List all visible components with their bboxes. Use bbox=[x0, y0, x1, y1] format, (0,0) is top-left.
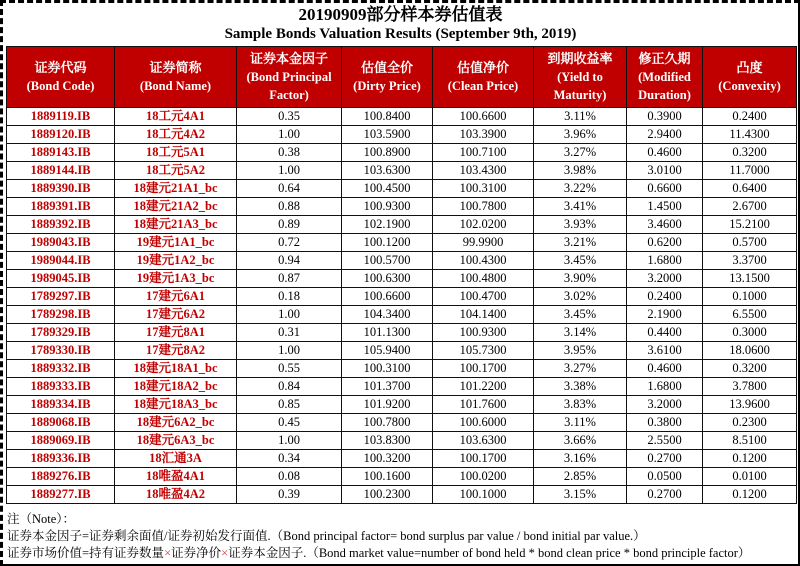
value-cell: 100.3100 bbox=[342, 360, 433, 378]
table-body bbox=[7, 108, 797, 504]
value-cell: 100.7100 bbox=[433, 144, 534, 162]
bond-code-cell: 1889390.IB bbox=[7, 180, 115, 198]
value-cell: 3.27% bbox=[534, 144, 627, 162]
bond-code-cell: 1889276.IB bbox=[7, 468, 115, 486]
value-cell: 13.1500 bbox=[703, 270, 797, 288]
bond-code-cell: 1889333.IB bbox=[7, 378, 115, 396]
value-cell: 0.08 bbox=[237, 468, 342, 486]
bond-code-cell: 1889068.IB bbox=[7, 414, 115, 432]
bond-name-cell: 19建元1A2_bc bbox=[115, 252, 237, 270]
table-row bbox=[7, 126, 797, 144]
value-cell: 3.93% bbox=[534, 216, 627, 234]
table-row bbox=[7, 162, 797, 180]
value-cell: 1.6800 bbox=[627, 378, 703, 396]
table-row bbox=[7, 360, 797, 378]
value-cell: 100.6000 bbox=[433, 414, 534, 432]
value-cell: 0.64 bbox=[237, 180, 342, 198]
table-row bbox=[7, 306, 797, 324]
value-cell: 103.6300 bbox=[342, 162, 433, 180]
table-row bbox=[7, 270, 797, 288]
bond-code-cell: 1789330.IB bbox=[7, 342, 115, 360]
bond-name-cell: 18建元18A3_bc bbox=[115, 396, 237, 414]
value-cell: 100.3100 bbox=[433, 180, 534, 198]
bond-code-cell: 1889069.IB bbox=[7, 432, 115, 450]
bond-code-cell: 1789297.IB bbox=[7, 288, 115, 306]
value-cell: 101.9200 bbox=[342, 396, 433, 414]
table-row bbox=[7, 198, 797, 216]
value-cell: 3.66% bbox=[534, 432, 627, 450]
bond-name-cell: 17建元6A1 bbox=[115, 288, 237, 306]
value-cell: 0.31 bbox=[237, 324, 342, 342]
value-cell: 100.4300 bbox=[433, 252, 534, 270]
note-line-principal-factor bbox=[7, 528, 798, 545]
table-row bbox=[7, 432, 797, 450]
value-cell: 0.1200 bbox=[703, 486, 797, 504]
value-cell: 100.8400 bbox=[342, 108, 433, 126]
value-cell: 0.55 bbox=[237, 360, 342, 378]
value-cell: 0.45 bbox=[237, 414, 342, 432]
value-cell: 0.84 bbox=[237, 378, 342, 396]
value-cell: 3.95% bbox=[534, 342, 627, 360]
table-row bbox=[7, 396, 797, 414]
bond-valuation-table bbox=[6, 46, 797, 504]
value-cell: 3.02% bbox=[534, 288, 627, 306]
value-cell: 1.00 bbox=[237, 162, 342, 180]
bond-name-cell: 18工元5A1 bbox=[115, 144, 237, 162]
value-cell: 3.96% bbox=[534, 126, 627, 144]
value-cell: 100.6600 bbox=[342, 288, 433, 306]
value-cell: 101.7600 bbox=[433, 396, 534, 414]
value-cell: 101.1300 bbox=[342, 324, 433, 342]
multiply-sign: × bbox=[164, 546, 172, 560]
column-header-6: 修正久期 (Modified Duration) bbox=[627, 47, 703, 108]
value-cell: 101.2200 bbox=[433, 378, 534, 396]
value-cell: 3.2000 bbox=[627, 396, 703, 414]
bond-code-cell: 1889392.IB bbox=[7, 216, 115, 234]
bond-code-cell: 1889143.IB bbox=[7, 144, 115, 162]
value-cell: 0.3200 bbox=[703, 360, 797, 378]
value-cell: 0.2400 bbox=[627, 288, 703, 306]
value-cell: 100.4500 bbox=[342, 180, 433, 198]
value-cell: 3.41% bbox=[534, 198, 627, 216]
value-cell: 104.3400 bbox=[342, 306, 433, 324]
bond-name-cell: 18工元4A1 bbox=[115, 108, 237, 126]
value-cell: 11.4300 bbox=[703, 126, 797, 144]
bond-code-cell: 1989043.IB bbox=[7, 234, 115, 252]
column-header-7: 凸度 (Convexity) bbox=[703, 47, 797, 108]
value-cell: 0.4600 bbox=[627, 360, 703, 378]
value-cell: 0.3800 bbox=[627, 414, 703, 432]
value-cell: 3.4600 bbox=[627, 216, 703, 234]
value-cell: 3.11% bbox=[534, 108, 627, 126]
bond-code-cell: 1889119.IB bbox=[7, 108, 115, 126]
table-row bbox=[7, 414, 797, 432]
bond-name-cell: 19建元1A1_bc bbox=[115, 234, 237, 252]
value-cell: 100.7800 bbox=[433, 198, 534, 216]
bond-name-cell: 18建元18A1_bc bbox=[115, 360, 237, 378]
bond-code-cell: 1889332.IB bbox=[7, 360, 115, 378]
value-cell: 0.0500 bbox=[627, 468, 703, 486]
value-cell: 100.8900 bbox=[342, 144, 433, 162]
value-cell: 13.9600 bbox=[703, 396, 797, 414]
value-cell: 3.98% bbox=[534, 162, 627, 180]
table-row bbox=[7, 108, 797, 126]
table-row bbox=[7, 378, 797, 396]
column-header-4: 估值净价 (Clean Price) bbox=[433, 47, 534, 108]
value-cell: 0.6600 bbox=[627, 180, 703, 198]
bond-name-cell: 19建元1A3_bc bbox=[115, 270, 237, 288]
value-cell: 101.3700 bbox=[342, 378, 433, 396]
value-cell: 1.00 bbox=[237, 306, 342, 324]
value-cell: 3.7800 bbox=[703, 378, 797, 396]
value-cell: 1.4500 bbox=[627, 198, 703, 216]
value-cell: 0.18 bbox=[237, 288, 342, 306]
bond-name-cell: 18工元4A2 bbox=[115, 126, 237, 144]
bond-code-cell: 1889391.IB bbox=[7, 198, 115, 216]
value-cell: 100.1000 bbox=[433, 486, 534, 504]
bond-name-cell: 18工元5A2 bbox=[115, 162, 237, 180]
value-cell: 3.38% bbox=[534, 378, 627, 396]
column-header-3: 估值全价 (Dirty Price) bbox=[342, 47, 433, 108]
bond-code-cell: 1889277.IB bbox=[7, 486, 115, 504]
page-subtitle: Sample Bonds Valuation Results (September 9th, 2019) bbox=[224, 26, 577, 42]
value-cell: 0.4400 bbox=[627, 324, 703, 342]
value-cell: 103.4300 bbox=[433, 162, 534, 180]
value-cell: 103.3900 bbox=[433, 126, 534, 144]
value-cell: 0.34 bbox=[237, 450, 342, 468]
value-cell: 0.2700 bbox=[627, 450, 703, 468]
value-cell: 103.6300 bbox=[433, 432, 534, 450]
value-cell: 100.6600 bbox=[433, 108, 534, 126]
value-cell: 0.3000 bbox=[703, 324, 797, 342]
notes-section bbox=[7, 511, 798, 562]
bond-name-cell: 18唯盈4A2 bbox=[115, 486, 237, 504]
bond-code-cell: 1789298.IB bbox=[7, 306, 115, 324]
value-cell: 102.1900 bbox=[342, 216, 433, 234]
value-cell: 3.22% bbox=[534, 180, 627, 198]
note1-en-text: （Bond principal factor= bond surplus par value / bond initial par value.） bbox=[270, 529, 646, 543]
table-row bbox=[7, 216, 797, 234]
value-cell: 15.2100 bbox=[703, 216, 797, 234]
bond-name-cell: 18建元21A2_bc bbox=[115, 198, 237, 216]
value-cell: 2.1900 bbox=[627, 306, 703, 324]
value-cell: 0.6200 bbox=[627, 234, 703, 252]
table-row bbox=[7, 486, 797, 504]
value-cell: 0.1000 bbox=[703, 288, 797, 306]
value-cell: 0.1200 bbox=[703, 450, 797, 468]
value-cell: 100.1700 bbox=[433, 450, 534, 468]
table-row bbox=[7, 324, 797, 342]
value-cell: 100.1600 bbox=[342, 468, 433, 486]
bond-code-cell: 1889336.IB bbox=[7, 450, 115, 468]
value-cell: 100.6300 bbox=[342, 270, 433, 288]
bond-code-cell: 1989044.IB bbox=[7, 252, 115, 270]
value-cell: 1.00 bbox=[237, 126, 342, 144]
value-cell: 100.4700 bbox=[433, 288, 534, 306]
value-cell: 0.85 bbox=[237, 396, 342, 414]
value-cell: 100.7800 bbox=[342, 414, 433, 432]
column-header-2: 证券本金因子 (Bond Principal Factor) bbox=[237, 47, 342, 108]
value-cell: 0.88 bbox=[237, 198, 342, 216]
value-cell: 3.3700 bbox=[703, 252, 797, 270]
note2-zh-c-text: 证券本金因子. bbox=[228, 546, 307, 560]
value-cell: 0.87 bbox=[237, 270, 342, 288]
value-cell: 0.2700 bbox=[627, 486, 703, 504]
value-cell: 8.5100 bbox=[703, 432, 797, 450]
value-cell: 0.89 bbox=[237, 216, 342, 234]
bond-name-cell: 17建元6A2 bbox=[115, 306, 237, 324]
value-cell: 103.8300 bbox=[342, 432, 433, 450]
value-cell: 3.0100 bbox=[627, 162, 703, 180]
bond-code-cell: 1889334.IB bbox=[7, 396, 115, 414]
bond-name-cell: 18唯盈4A1 bbox=[115, 468, 237, 486]
value-cell: 3.45% bbox=[534, 252, 627, 270]
note2-en-text: （Bond market value=number of bond held * bond clean price * bond principle factor） bbox=[306, 546, 751, 560]
column-header-1: 证券简称 (Bond Name) bbox=[115, 47, 237, 108]
value-cell: 100.1200 bbox=[342, 234, 433, 252]
value-cell: 0.6400 bbox=[703, 180, 797, 198]
note2-zh-b-text: 证券净价 bbox=[171, 546, 222, 560]
note1-zh-text: 证券本金因子=证券剩余面值/证券初始发行面值. bbox=[7, 529, 271, 543]
bond-name-cell: 18汇通3A bbox=[115, 450, 237, 468]
value-cell: 105.9400 bbox=[342, 342, 433, 360]
value-cell: 104.1400 bbox=[433, 306, 534, 324]
value-cell: 0.0100 bbox=[703, 468, 797, 486]
value-cell: 2.6700 bbox=[703, 198, 797, 216]
note-line-market-value bbox=[7, 545, 798, 562]
value-cell: 0.2400 bbox=[703, 108, 797, 126]
value-cell: 0.72 bbox=[237, 234, 342, 252]
value-cell: 100.3200 bbox=[342, 450, 433, 468]
table-row bbox=[7, 234, 797, 252]
bond-name-cell: 18建元6A2_bc bbox=[115, 414, 237, 432]
bond-code-cell: 1889120.IB bbox=[7, 126, 115, 144]
value-cell: 100.1700 bbox=[433, 360, 534, 378]
table-row bbox=[7, 144, 797, 162]
bond-name-cell: 17建元8A2 bbox=[115, 342, 237, 360]
multiply-sign: × bbox=[221, 546, 229, 560]
note2-zh-a-text: 证券市场价值=持有证券数量 bbox=[7, 546, 165, 560]
bond-code-cell: 1789329.IB bbox=[7, 324, 115, 342]
value-cell: 100.9300 bbox=[342, 198, 433, 216]
value-cell: 100.2300 bbox=[342, 486, 433, 504]
value-cell: 100.9300 bbox=[433, 324, 534, 342]
value-cell: 3.16% bbox=[534, 450, 627, 468]
value-cell: 103.5900 bbox=[342, 126, 433, 144]
value-cell: 0.3900 bbox=[627, 108, 703, 126]
value-cell: 3.90% bbox=[534, 270, 627, 288]
value-cell: 3.83% bbox=[534, 396, 627, 414]
value-cell: 100.0200 bbox=[433, 468, 534, 486]
bond-name-cell: 18建元18A2_bc bbox=[115, 378, 237, 396]
value-cell: 2.9400 bbox=[627, 126, 703, 144]
value-cell: 0.38 bbox=[237, 144, 342, 162]
value-cell: 3.21% bbox=[534, 234, 627, 252]
table-row bbox=[7, 180, 797, 198]
value-cell: 0.39 bbox=[237, 486, 342, 504]
value-cell: 0.35 bbox=[237, 108, 342, 126]
value-cell: 3.15% bbox=[534, 486, 627, 504]
value-cell: 3.27% bbox=[534, 360, 627, 378]
value-cell: 99.9900 bbox=[433, 234, 534, 252]
value-cell: 3.2000 bbox=[627, 270, 703, 288]
table-row bbox=[7, 252, 797, 270]
value-cell: 3.14% bbox=[534, 324, 627, 342]
value-cell: 6.5500 bbox=[703, 306, 797, 324]
table-row bbox=[7, 288, 797, 306]
table-row bbox=[7, 342, 797, 360]
value-cell: 11.7000 bbox=[703, 162, 797, 180]
value-cell: 18.0600 bbox=[703, 342, 797, 360]
bond-code-cell: 1989045.IB bbox=[7, 270, 115, 288]
value-cell: 3.45% bbox=[534, 306, 627, 324]
table-row bbox=[7, 468, 797, 486]
bond-name-cell: 18建元21A1_bc bbox=[115, 180, 237, 198]
value-cell: 0.3200 bbox=[703, 144, 797, 162]
bond-code-cell: 1889144.IB bbox=[7, 162, 115, 180]
bond-name-cell: 18建元6A3_bc bbox=[115, 432, 237, 450]
page-title: 20190909部分样本券估值表 bbox=[298, 5, 503, 24]
note-label: 注（Note）： bbox=[7, 512, 76, 526]
value-cell: 0.5700 bbox=[703, 234, 797, 252]
value-cell: 2.85% bbox=[534, 468, 627, 486]
value-cell: 3.11% bbox=[534, 414, 627, 432]
column-header-5: 到期收益率 (Yield to Maturity) bbox=[534, 47, 627, 108]
bond-name-cell: 18建元21A3_bc bbox=[115, 216, 237, 234]
column-header-0: 证券代码 (Bond Code) bbox=[7, 47, 115, 108]
value-cell: 102.0200 bbox=[433, 216, 534, 234]
bond-name-cell: 17建元8A1 bbox=[115, 324, 237, 342]
header-row bbox=[7, 47, 797, 108]
value-cell: 1.6800 bbox=[627, 252, 703, 270]
value-cell: 2.5500 bbox=[627, 432, 703, 450]
value-cell: 100.5700 bbox=[342, 252, 433, 270]
value-cell: 0.94 bbox=[237, 252, 342, 270]
value-cell: 105.7300 bbox=[433, 342, 534, 360]
value-cell: 100.4800 bbox=[433, 270, 534, 288]
table-header bbox=[7, 47, 797, 108]
value-cell: 0.2300 bbox=[703, 414, 797, 432]
value-cell: 1.00 bbox=[237, 342, 342, 360]
table-row bbox=[7, 450, 797, 468]
value-cell: 1.00 bbox=[237, 432, 342, 450]
value-cell: 0.4600 bbox=[627, 144, 703, 162]
value-cell: 3.6100 bbox=[627, 342, 703, 360]
